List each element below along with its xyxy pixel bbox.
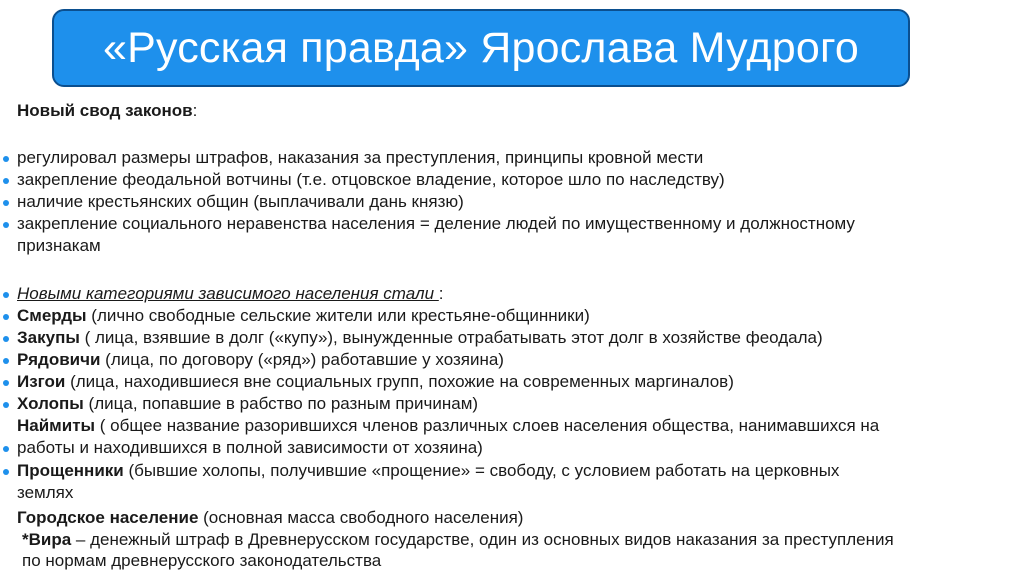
bullet-icon: [3, 469, 9, 475]
category-item-continuation: [17, 483, 73, 503]
category-item: [17, 461, 839, 481]
bullet-icon: [3, 156, 9, 162]
category-desc: (лично свободные сельские жители или крестьяне-общинники): [86, 306, 590, 325]
feature-item: закрепление социального неравенства населения = деление людей по имущественному и должностному: [17, 214, 855, 233]
category-item: [17, 372, 734, 392]
bullet-icon: [3, 222, 9, 228]
category-item: [17, 350, 504, 370]
category-desc: землях: [17, 483, 74, 502]
intro-suffix: :: [192, 101, 198, 120]
category-desc: ( общее название разорившихся членов различных слоев населения общества, нанимавшихся на: [95, 416, 880, 435]
category-term: Городское население: [17, 508, 199, 527]
intro-line: [17, 101, 197, 121]
category-item: [17, 306, 590, 326]
category-item-continuation: [17, 438, 483, 458]
bullet-icon: [3, 292, 9, 298]
bullet-icon: [3, 200, 9, 206]
category-term: Рядовичи: [17, 350, 101, 369]
feature-item-continuation: признакам: [17, 236, 101, 255]
category-term: Холопы: [17, 394, 84, 413]
category-item: [17, 394, 478, 414]
bullet-icon: [3, 358, 9, 364]
bullet-icon: [3, 178, 9, 184]
categories-heading: [17, 284, 444, 304]
intro-label: Новый свод законов: [17, 101, 193, 120]
feature-item: наличие крестьянских общин (выплачивали дань князю): [17, 192, 464, 211]
bullet-icon: [3, 336, 9, 342]
feature-item: регулировал размеры штрафов, наказания за преступления, принципы кровной мести: [17, 148, 704, 167]
category-item: [17, 508, 523, 528]
categories-heading-suffix: :: [438, 284, 444, 303]
category-desc: (лица, находившиеся вне социальных групп, похожие на современных маргиналов): [65, 372, 734, 391]
category-term: Прощенники: [17, 461, 124, 480]
category-item: [17, 328, 823, 348]
bullet-icon: [3, 380, 9, 386]
category-desc: (лица, по договору («ряд») работавшие у хозяина): [100, 350, 504, 369]
category-term: Наймиты: [17, 416, 96, 435]
footnote-line: [22, 530, 894, 550]
categories-heading-label: Новыми категориями зависимого населения стали: [17, 284, 439, 303]
footnote-line-2: по нормам древнерусского законодательства: [22, 551, 382, 570]
footnote-text: – денежный штраф в Древнерусском государстве, один из основных видов наказания за преступления: [71, 530, 894, 549]
bullet-icon: [3, 314, 9, 320]
feature-item: закрепление феодальной вотчины (т.е. отцовское владение, которое шло по наследству): [17, 170, 725, 189]
footnote-term: *Вира: [22, 530, 72, 549]
category-item: [17, 416, 879, 436]
category-desc: работы и находившихся в полной зависимости от хозяина): [17, 438, 483, 457]
category-desc: (основная масса свободного населения): [198, 508, 524, 527]
category-desc: (бывшие холопы, получившие «прощение» = свободу, с условием работать на церковных: [123, 461, 840, 480]
category-desc: (лица, попавшие в рабство по разным причинам): [83, 394, 479, 413]
category-term: Смерды: [17, 306, 87, 325]
bullet-icon: [3, 402, 9, 408]
category-term: Изгои: [17, 372, 66, 391]
bullet-icon: [3, 446, 9, 452]
category-term: Закупы: [17, 328, 80, 347]
category-desc: ( лица, взявшие в долг («купу»), вынужденные отрабатывать этот долг в хозяйстве феодала): [79, 328, 823, 347]
page-title: «Русская правда» Ярослава Мудрого: [102, 23, 859, 72]
